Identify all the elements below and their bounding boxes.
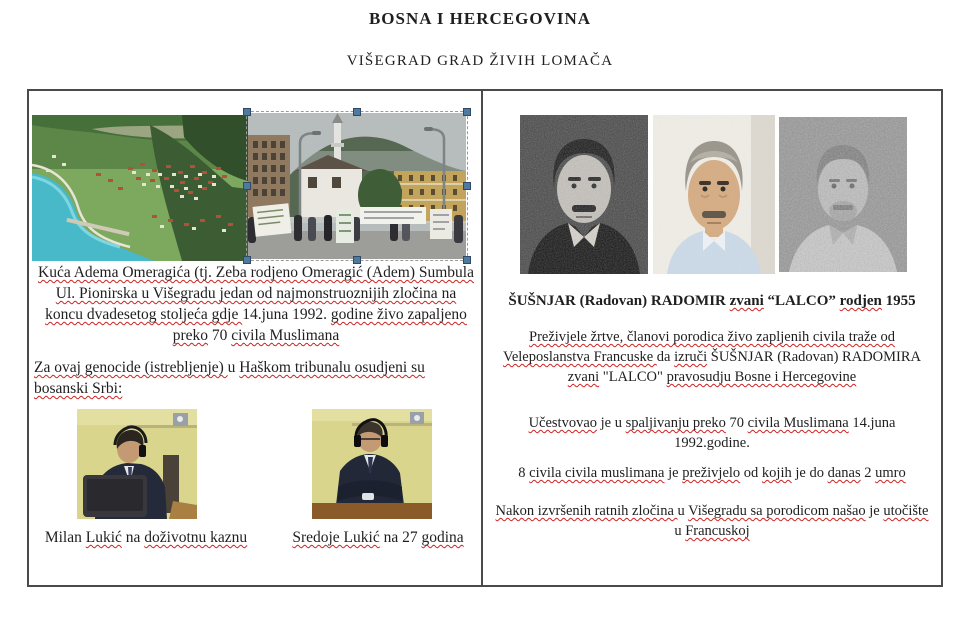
page-title: BOSNA I HERCEGOVINA <box>368 9 592 28</box>
selection-handle-e[interactable] <box>463 182 471 190</box>
aerial-visegrad-photo[interactable] <box>32 115 248 261</box>
right-panel <box>483 91 941 585</box>
caption-milan-lukic: Milan Lukić na doživotnu kaznu <box>44 529 248 546</box>
refuge-paragraph: Nakon izvršenih ratnih zločina u Višegradu sa porodicom našao je utočište u Francuskoj <box>495 503 929 539</box>
selection-handle-n[interactable] <box>353 108 361 116</box>
selection-handle-se[interactable] <box>463 256 471 264</box>
extradition-paragraph: Preživjele žrtve, članovi porodica živo zapljenih civila traže od Veleposlanstva Francuske da izruči ŠUŠNJAR (Radovan) RADOMIRA zvani "LALCO" pravosudju Bosne i Hercegovine <box>502 329 922 385</box>
selection-handle-nw[interactable] <box>243 108 251 116</box>
susnjar-light-portrait-photo[interactable] <box>653 115 775 274</box>
survivors-paragraph: 8 civila civila muslimana je preživjelo od kojih je do danas 2 umro <box>518 465 906 481</box>
susnjar-bw-portrait-image <box>520 115 648 274</box>
tribunal-paragraph: Za ovaj genocide (istrebljenje) u Haškom tribunalu osudjeni su bosanski Srbi: <box>34 359 425 397</box>
susnjar-light-portrait-image <box>653 115 775 274</box>
selection-handle-s[interactable] <box>353 256 361 264</box>
aerial-visegrad-image <box>32 115 248 261</box>
selection-handle-sw[interactable] <box>243 256 251 264</box>
selection-handle-w[interactable] <box>243 182 251 190</box>
burning-paragraph: Učestvovao je u spaljivanju preko 70 civila Muslimana 14.juna 1992.godine. <box>528 415 896 451</box>
caption-sredoje-lukic: Sredoje Lukić na 27 godina <box>292 529 464 546</box>
milan-lukic-image <box>77 409 197 519</box>
sredoje-lukic-courtroom-photo[interactable] <box>312 409 432 519</box>
sredoje-lukic-image <box>312 409 432 519</box>
memorial-march-image <box>248 113 466 259</box>
page-subtitle: VIŠEGRAD GRAD ŽIVIH LOMAČA <box>346 53 614 69</box>
left-panel <box>29 91 483 585</box>
house-paragraph: Kuća Adema Omeragića (tj. Zeba rodjeno Omeragić (Adem) Sumbula Ul. Pionirska u Višegradu jedan od najmonstruoznijih zločina na koncu dvadesetog stoljeća gdje 14.juna 1992. godine živo zapaljeno preko 70 civila Muslimana <box>38 264 474 344</box>
milan-lukic-courtroom-photo[interactable] <box>77 409 197 519</box>
susnjar-grainy-portrait-image <box>779 117 907 272</box>
susnjar-heading: ŠUŠNJAR (Radovan) RADOMIR zvani “LALCO” rodjen 1955 <box>508 293 916 309</box>
memorial-march-mosque-photo[interactable] <box>248 113 466 259</box>
selection-handle-ne[interactable] <box>463 108 471 116</box>
content-table <box>27 89 943 587</box>
susnjar-bw-portrait-photo[interactable] <box>520 115 648 274</box>
susnjar-grainy-portrait-photo[interactable] <box>779 117 907 272</box>
